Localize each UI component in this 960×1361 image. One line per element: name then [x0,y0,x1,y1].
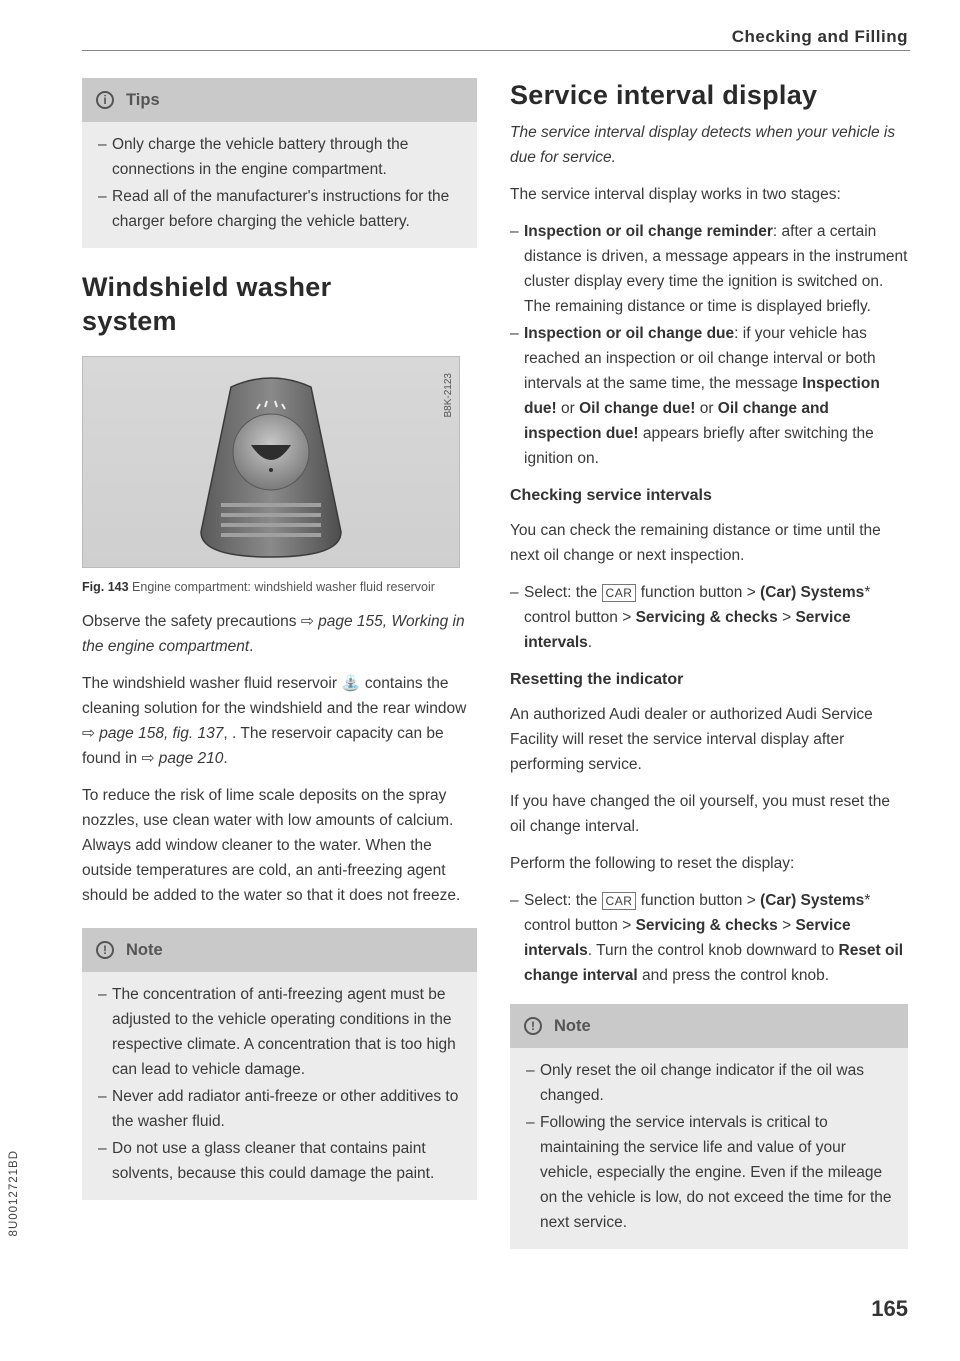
reset-paragraph-1: An authorized Audi dealer or authorized Audi Service Facility will reset the service interval display after performing service. [510,706,873,773]
menu-path-item: Service intervals [524,917,851,959]
reset-paragraph-2: If you have changed the oil yourself, you must reset the oil change interval. [510,793,890,835]
page-reference-link[interactable]: ⇨ page 158, fig. 137 [82,725,224,742]
text-run: and press the control knob. [637,967,830,984]
note-header [510,1004,908,1048]
section-title-line1: Windshield washer [82,272,332,302]
list-item: – Read all of the manufacturer's instructions for the charger before charging the vehicle battery. [98,184,461,234]
reservoir-paragraph [82,671,477,771]
stage2-label: Inspection or oil change due [524,325,735,342]
note-title: Note [554,1016,591,1035]
safety-paragraph [82,609,477,659]
figure-label: Fig. 143 [82,580,129,594]
page-reference-link[interactable]: ⇨ page 210 [141,750,224,767]
list-item: – Only reset the oil change indicator if the oil was changed. [526,1058,892,1108]
text-run: or [556,400,580,417]
list-item [510,219,908,319]
checking-paragraph: You can check the remaining distance or time until the next oil change or next inspection. [510,522,881,564]
tips-list [98,132,461,234]
text-run: control button > [524,609,636,626]
text-run: function button > [636,892,761,909]
section-title [82,270,477,338]
list-item: – Do not use a glass cleaner that contains paint solvents, because this could damage the paint. [98,1136,461,1186]
reset-steps [510,888,908,988]
page-reference-link[interactable]: ⇨ page 155, Working in the engine compartment [82,613,465,655]
stages-lead: The service interval display works in two stages: [510,186,841,203]
lime-scale-paragraph: To reduce the risk of lime scale deposits on the spray nozzles, use clean water with low amounts of calcium. Always add window cleaner to the water. When the outside temperatures are cold, an anti-freezing agent should be added to the water so that it does not freeze. [82,787,461,904]
text-run: appears briefly after switching the ignition on. [524,425,874,467]
message-text: Oil change due! [579,400,696,417]
checking-heading: Checking service intervals [510,487,712,504]
tips-header [82,78,477,122]
stage1-label: Inspection or oil change reminder [524,223,773,240]
note-title: Note [126,940,163,959]
page-number: 165 [871,1296,908,1321]
washer-reservoir-cap-illustration [83,357,459,567]
header-rule [82,50,910,51]
note-box-right [510,1004,908,1249]
menu-path-item: Servicing & checks [635,609,778,626]
running-head: Checking and Filling [731,27,908,46]
message-text: Oil change and inspection due! [524,400,829,442]
list-item [510,580,908,655]
note-box-left [82,928,477,1200]
figure-143 [82,356,460,568]
text-run: : if your vehicle has reached an inspection or oil change interval or both intervals at the same time, the message [524,325,876,392]
tips-title: Tips [126,90,160,109]
text-run: or [695,400,718,417]
text-run: Select: the [524,584,602,601]
exclamation-icon: ! [96,941,114,959]
text-run: Observe the safety precautions [82,613,301,630]
text-run: > [777,917,796,934]
reset-paragraph-3: Perform the following to reset the display: [510,855,795,872]
text-run: Select: the [524,892,602,909]
figure-caption-text: Engine compartment: windshield washer fluid reservoir [132,580,435,594]
list-item: – Following the service intervals is critical to maintaining the service life and value of your vehicle, especially the engine. Even if the mileage on the vehicle is low, do not exceed the time for the next service. [526,1110,892,1235]
list-item: – Never add radiator anti-freeze or other additives to the washer fluid. [98,1084,461,1134]
note-list [526,1058,892,1235]
service-title: Service interval display [510,80,818,110]
car-key: CAR [602,892,637,910]
tips-box [82,78,477,248]
text-run: * [864,892,871,909]
service-intro: The service interval display detects when your vehicle is due for service. [510,124,896,166]
menu-path-item: (Car) Systems [760,892,865,909]
note-list [98,982,461,1186]
figure-code: B8K-2123 [443,373,454,418]
list-item: – The concentration of anti-freezing agent must be adjusted to the vehicle operating conditions in the respective climate. A concentration that is too high can lead to vehicle damage. [98,982,461,1082]
list-item [510,888,908,988]
text-run: The windshield washer fluid reservoir [82,675,342,692]
right-column [510,78,908,1249]
menu-path-item: Service intervals [524,609,851,651]
text-run: > [777,609,796,626]
document-code: 8U0012721BD [8,1150,20,1237]
text-run: function button > [636,584,761,601]
text-run: : after a certain distance is driven, a message appears in the instrument cluster display every time the ignition is switched on. The remaining distance or time is displayed briefly. [524,223,908,315]
menu-path-item: (Car) Systems [760,584,865,601]
section-title-line2: system [82,306,177,336]
text-run: . [249,638,254,655]
menu-path-item: Reset oil change interval [524,942,904,984]
text-run: . [223,750,228,767]
car-key: CAR [602,584,637,602]
text-run: * [864,584,871,601]
figure-caption [82,578,477,597]
menu-path-item: Servicing & checks [635,917,778,934]
resetting-heading: Resetting the indicator [510,671,684,688]
text-run: contains the cleaning solution for the windshield and the rear window [82,675,467,717]
exclamation-icon: ! [524,1017,542,1035]
text-run: control button > [524,917,636,934]
info-icon: i [96,91,114,109]
text-run: . Turn the control knob downward to [587,942,839,959]
note-header [82,928,477,972]
washer-symbol-icon: ⛲ [341,675,361,692]
text-run: , . The reservoir capacity can be found in [82,725,444,767]
message-text: Inspection due! [524,375,880,417]
list-item [510,321,908,471]
list-item: – Only charge the vehicle battery through the connections in the engine compartment. [98,132,461,182]
stages-list [510,219,908,471]
text-run: . [587,634,593,651]
checking-steps [510,580,908,655]
left-column [82,78,477,1200]
